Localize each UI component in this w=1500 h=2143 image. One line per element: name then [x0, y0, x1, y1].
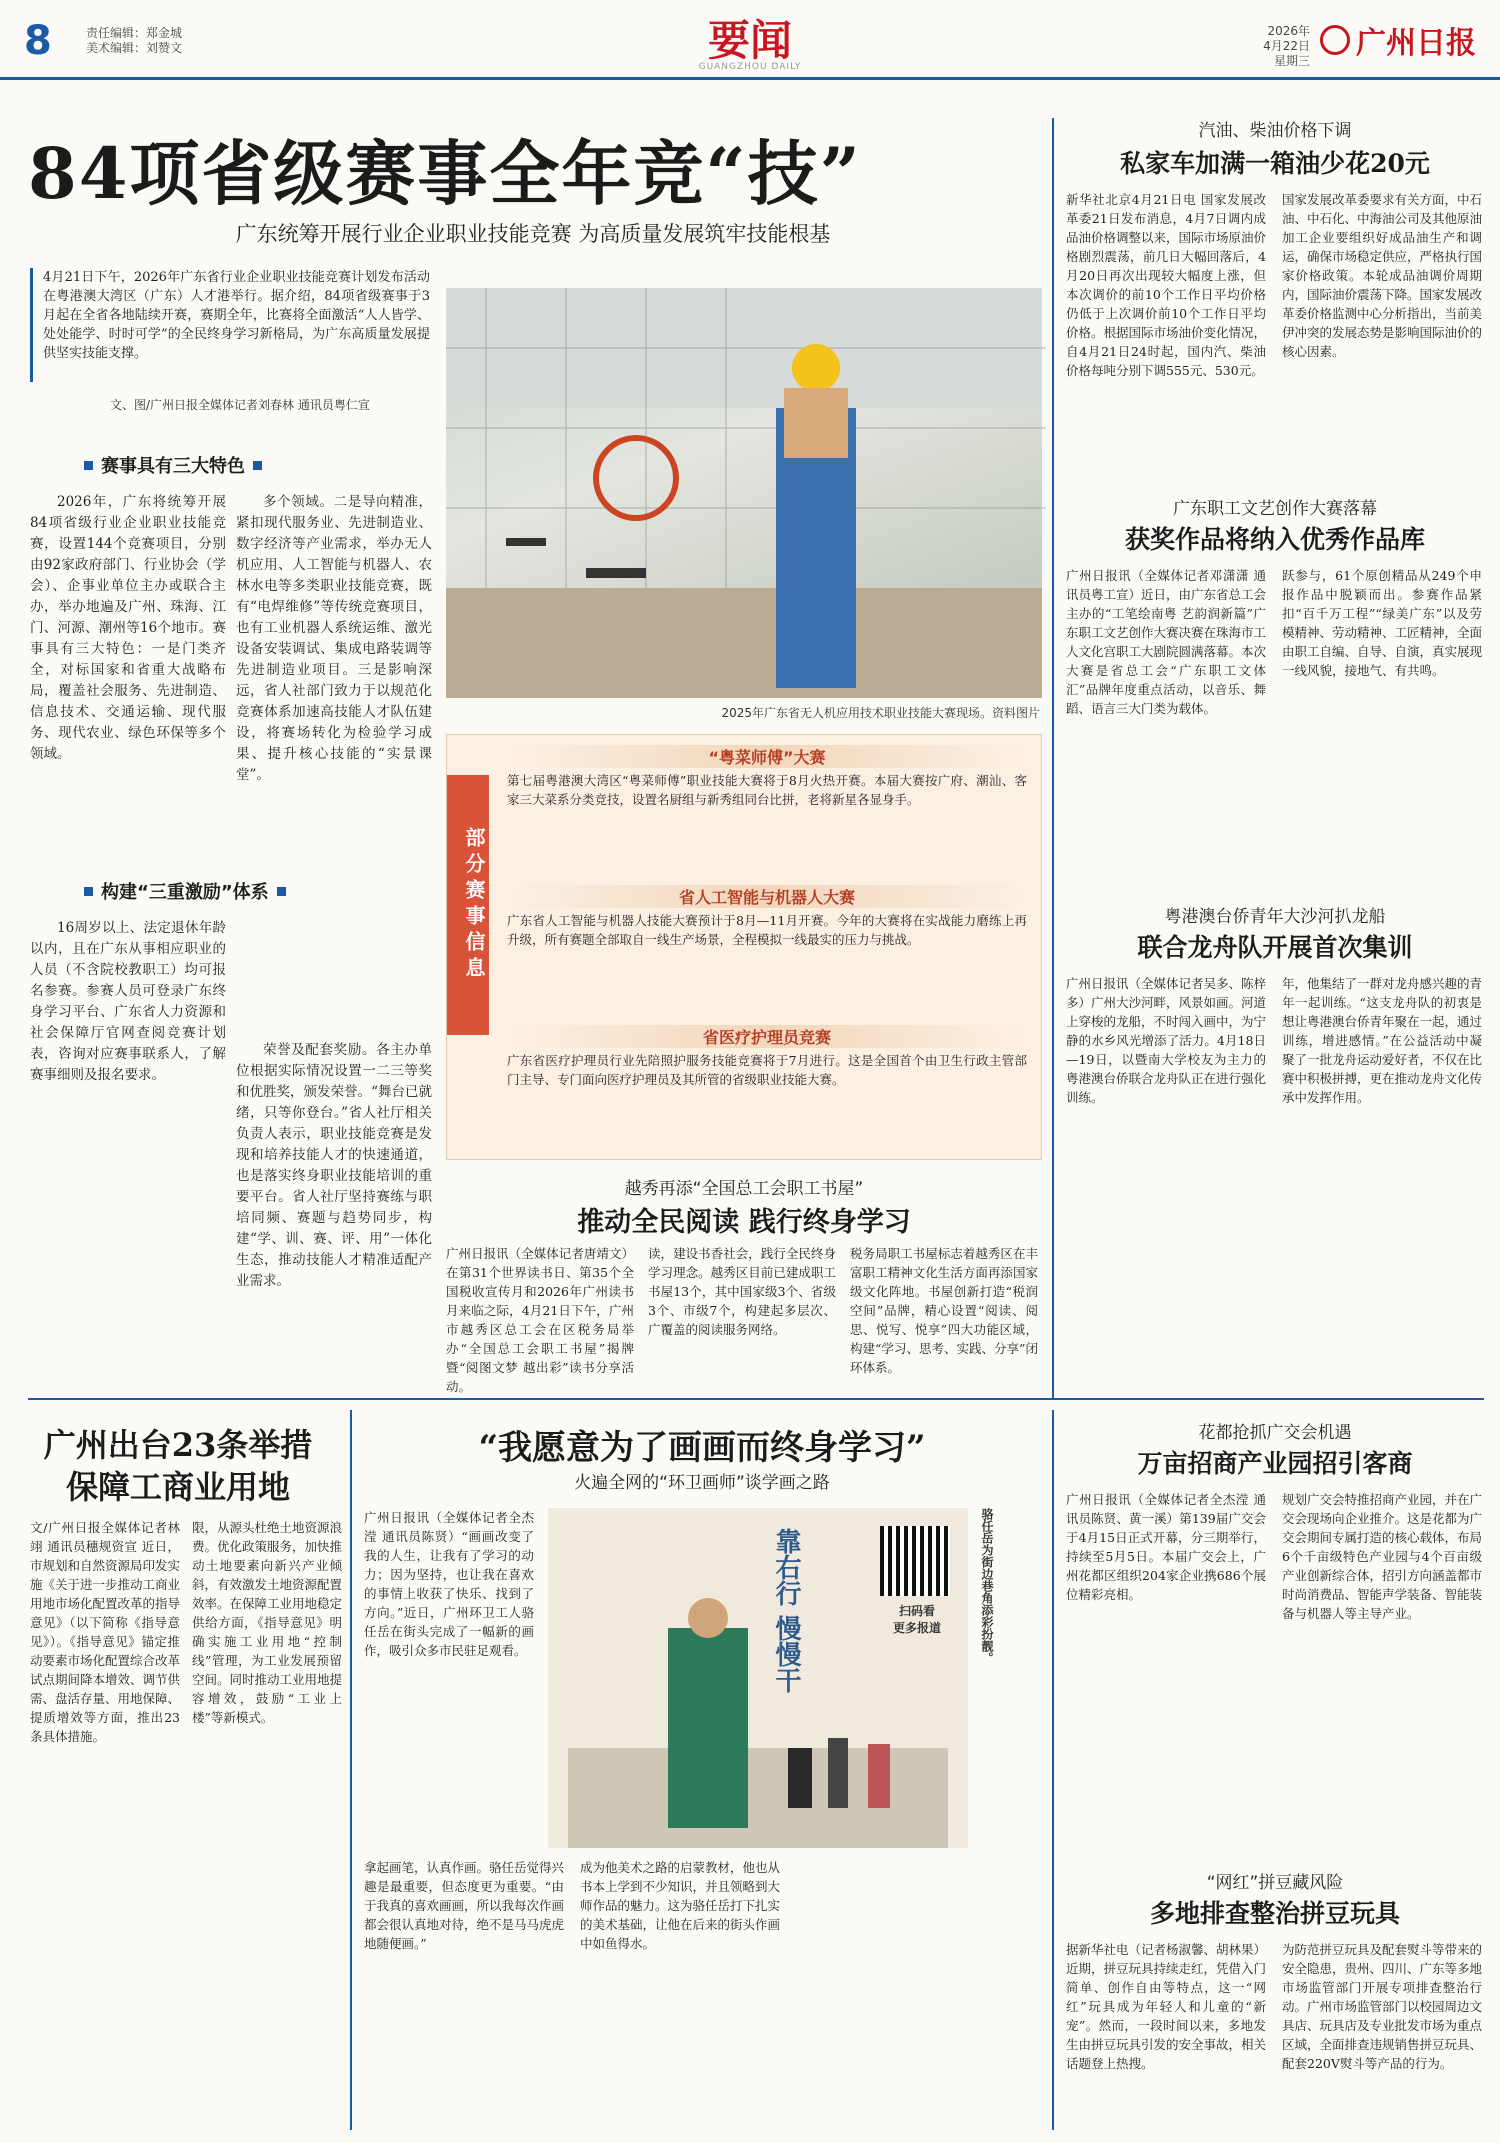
section-title: 要闻: [707, 16, 792, 65]
huadu-col2: 规划广交会特推招商产业园，并在广交会现场向企业推介。这是花都为广交会期间专属打造的核心载体，布局6个千亩级特色产业园与4个百亩级产业创新综合体，招引方向涵盖都市时尚消费品、智能声学装备、智能装备与机器人等主导产业。: [1282, 1492, 1483, 1621]
paragraph: 多个领域。二是导向精准，紧扣现代服务业、先进制造业、数字经济等产业需求，举办无人机应用、人工智能与机器人、农林水电等多类职业技能竞赛，既有“电焊维修”等传统竞赛项目，也有工业机器人系统运维、激光设备安装调试、集成电路装调等先进制造业项目。三是影响深远，省人社部门致力于以规范化竞赛体系加速高技能人才队伍建设，将赛场转化为检验学习成果、提升核心技能的“实景课堂”。: [236, 494, 432, 783]
paragraph: 荣誉及配套奖励。各主办单位根据实际情况设置一二三等奖和优胜奖，颁发荣誉。“舞台已就绪，只等你登台。”省人社厅相关负责人表示，职业技能竞赛是发现和培养技能人才的快速通道，也是落实终身职业技能培训的重要平台。省人社厅坚持赛练与职培同频、赛题与趋势同步，构建“学、训、赛、评、用”一体化生态，推动技能人才精准适配产业需求。: [236, 1042, 432, 1289]
art-col1: 广州日报讯（全媒体记者邓潇潇 通讯员粤工宣）近日，由广东省总工会主办的“工笔绘南粤 艺韵润新篇”广东职工文艺创作大赛决赛在珠海市工人文化宫职工大剧院圆满落幕。本次大赛是省总工会“广东职工文体汇”品牌年度重点活动，以音乐、舞蹈、语言三大门类为载体。: [1066, 568, 1267, 716]
section-divider: [28, 1398, 1484, 1400]
paragraph: 16周岁以上、法定退休年龄以内，且在广东从事相应职业的人员（不含院校教职工）均可报名参赛。参赛人员可登录广东终身学习平台、广东省人力资源和社会保障厅官网查阅竞赛计划表，咨询对应赛事联系人，了解赛事细则及报名要求。: [30, 920, 226, 1083]
huadu-headline: 万亩招商产业园招引客商: [1137, 1449, 1413, 1478]
event-info-box: [446, 734, 1042, 1160]
oil-headline: 私家车加满一箱油少花20元: [1120, 149, 1430, 178]
column-divider: [1052, 118, 1054, 1398]
drone-scene-illustration: [446, 288, 1042, 698]
square-bullet-icon: [84, 461, 93, 470]
dragon-headline: 联合龙舟队开展首次集训: [1137, 933, 1413, 962]
info-item-text: 第七届粤港澳大湾区“粤菜师傅”职业技能大赛将于8月火热开赛。本届大赛按广府、潮汕、客家三大菜系分类竞技，设置名厨组与新秀组同台比拼，老将新星各显身手。: [507, 773, 1027, 807]
lead-col2a: [236, 492, 432, 1022]
info-item-title: 省医疗护理员竞赛: [507, 1025, 1027, 1048]
painter-side-caption: 骆任岳为街边巷角添彩扮靓。: [980, 1508, 994, 1664]
section-subtitle: GUANGZHOU DAILY: [698, 62, 802, 72]
logo-mark-icon: [1320, 25, 1350, 55]
painter-col3: 成为他美术之路的启蒙教材，他也从书本上学到不少知识，并且领略到大师作品的魅力。这为骆任岳打下扎实的美术基础，让他在后来的街头作画中如鱼得水。: [580, 1860, 781, 1951]
oil-kicker: 汽油、柴油价格下调: [1198, 121, 1352, 141]
info-item-title: 省人工智能与机器人大赛: [507, 885, 1027, 908]
reading-col3: 税务局职工书屋标志着越秀区在丰富职工精神文化生活方面再添国家级文化阵地。书屋创新打造“税润空间”品牌，精心设置“阅读、阅思、悦写、悦享”四大功能区域，构建“学习、思考、实践、分享”闭环体系。: [850, 1246, 1038, 1375]
page-number: 8: [24, 18, 52, 64]
lead-headline: 84项省级赛事全年竞“技”: [28, 132, 862, 215]
land-headline-line2: 保障工商业用地: [65, 1468, 290, 1506]
info-item-title: “粤菜师傅”大赛: [507, 745, 1027, 768]
painter-col2: 拿起画笔，认真作画。骆任岳觉得兴趣是最重要，但态度更为重要。“由于我真的喜欢画画，所以我每次作画都会很认真地对待，绝不是马马虎虎地随便画。”: [364, 1860, 565, 1951]
toys-col1: 据新华社电（记者杨淑馨、胡林果）近期，拼豆玩具持续走红，凭借入门简单、创作自由等特点，这一“网红”玩具成为年轻人和儿童的“新宠”。然而，一段时间以来，多地发生由拼豆玩具引发的安全事故，相关话题登上热搜。: [1066, 1942, 1267, 2071]
subheading-features: [84, 452, 262, 478]
lead-col1a: [30, 492, 226, 862]
square-bullet-icon: [84, 887, 93, 896]
land-col1: 文/广州日报全媒体记者林翊 通讯员穗规资宣 近日，市规划和自然资源局印发实施《关于进一步推动工商业用地市场化配置改革的指导意见》（以下简称《指导意见》）。《指导意见》锚定推动要素市场化配置综合改革试点期间降本增效、调节供需、盘活存量、用地保障、提质增效等方面，推出23条具体措施。: [30, 1520, 181, 1744]
editor-line: 美术编辑：刘赞文: [86, 41, 183, 55]
subheading-text: 构建“三重激励”体系: [101, 882, 269, 903]
subheading-incentives: [84, 878, 286, 904]
lead-col2b: [236, 1040, 432, 1340]
dragon-kicker: 粤港澳台侨青年大沙河扒龙船: [1164, 907, 1386, 927]
logo-text: 广州日报: [1356, 26, 1476, 61]
info-box-tag: 部分赛事信息: [447, 775, 489, 1035]
dragon-col1: 广州日报讯（全媒体记者吴多、陈梓多）广州大沙河畔，风景如画。河道上穿梭的龙船，不时闯入画中，为宁静的水乡风光增添了活力。4月18日—19日，以暨南大学校友为主力的粤港澳台侨联合龙舟队正在进行强化训练。: [1066, 976, 1267, 1105]
huadu-col1: 广州日报讯（全媒体记者全杰滢 通讯员陈贤、黄一溪）第139届广交会于4月15日正式开幕，分三期举行，持续至5月5日。本届广交会上，广州花都区组织204家企业携686个展位精彩亮相。: [1066, 1492, 1266, 1602]
date-day: 4月22日: [1263, 39, 1310, 53]
painter-col1: 广州日报讯（全媒体记者全杰滢 通讯员陈贤）“画画改变了我的人生，让我有了学习的动力；因为坚持，也让我在喜欢的事情上收获了快乐、找到了方向。”近日，广州环卫工人骆任岳在街头完成了一幅新的画作，吸引众多市民驻足观看。: [364, 1510, 534, 1658]
qr-label-line: 更多报道: [892, 1621, 941, 1635]
land-col2: 限，从源头杜绝土地资源浪费。优化政策服务，加快推动土地要素向新兴产业倾斜，有效激发土地资源配置效率。在保障工业用地稳定供给方面，《指导意见》明确实施工业用地“控制线”管理，为工业发展预留空间。同时推动工业用地提容增效，鼓励“工业上楼”等新模式。: [192, 1520, 343, 1725]
art-headline: 获奖作品将纳入优秀作品库: [1124, 525, 1425, 554]
qr-label: [876, 1602, 958, 1636]
painter-photo: [548, 1508, 968, 1848]
reading-kicker: 越秀再添“全国总工会职工书屋”: [624, 1179, 864, 1199]
land-headline-line1: 广州出台23条举措: [43, 1426, 313, 1464]
issue-date: [1230, 24, 1310, 69]
lead-col1b: [30, 918, 226, 1338]
lead-byline: 文、图/广州日报全媒体记者刘春林 通讯员粤仁宣: [110, 398, 370, 412]
huadu-kicker: 花都抢抓广交会机遇: [1198, 1423, 1352, 1443]
editor-credits: [86, 26, 182, 56]
reading-col2: 读，建设书香社会，践行全民终身学习理念。越秀区目前已建成职工书屋13个，其中国家级3个、省级3个、市级7个，构建起多层次、广覆盖的阅读服务网络。: [648, 1246, 836, 1337]
toys-headline: 多地排查整治拼豆玩具: [1149, 1899, 1400, 1928]
masthead-logo[interactable]: [1320, 18, 1476, 62]
oil-col1: 新华社北京4月21日电 国家发展改革委21日发布消息，4月7日调内成品油价格调整以来，国际市场原油价格剧烈震荡，前几日大幅回落后，4月20日再次出现较大幅度上涨，但本次调价的前10个工作日平均价格仍低于上次调价前10个工作日平均价格。根据国际市场油价变化情况，自4月21日24时起，国内汽、柴油价格每吨分别下调555元、530元。: [1066, 192, 1267, 378]
page-header: [0, 0, 1500, 80]
square-bullet-icon: [253, 461, 262, 470]
qr-label-line: 扫码看: [898, 1604, 935, 1618]
drone-competition-photo: [446, 288, 1042, 698]
qr-code-icon[interactable]: [880, 1526, 950, 1596]
date-weekday: 星期三: [1273, 54, 1310, 68]
art-col2: 跃参与，61个原创精品从249个申报作品中脱颖而出。参赛作品紧扣“百千万工程”“绿美广东”以及劳模精神、劳动精神、工匠精神，全面由职工自编、自导、自演，真实展现一线风貌，接地气、有共鸣。: [1282, 568, 1483, 678]
art-kicker: 广东职工文艺创作大赛落幕: [1173, 499, 1377, 519]
reading-headline: 推动全民阅读 践行终身学习: [577, 1207, 911, 1238]
column-divider: [350, 1410, 352, 2130]
column-divider: [1052, 1410, 1054, 2130]
toys-kicker: “网红”拼豆藏风险: [1206, 1873, 1344, 1893]
oil-col2: 国家发展改革委要求有关方面，中石油、中石化、中海油公司及其他原油加工企业要组织好成品油生产和调运，确保市场稳定供应，严格执行国家价格政策。本轮成品油调价周期内，国际油价震荡下降。国家发展改革委价格监测中心分析指出，当前美伊冲突的发展态势是影响国际油价的核心因素。: [1282, 192, 1483, 359]
info-item-text: 广东省医疗护理员行业先陪照护服务技能竞赛将于7月进行。这是全国首个由卫生行政主管部门主导、专门面向医疗护理员及其所管的省级职业技能大赛。: [507, 1053, 1027, 1087]
date-year: 2026年: [1267, 24, 1310, 38]
dragon-col2: 年，他集结了一群对龙舟感兴趣的青年一起训练。“这支龙舟队的初衷是想让粤港澳台侨青年聚在一起，通过训练，增进感情。”在公益活动中凝聚了一批龙舟运动爱好者，不仅在比赛中积极拼搏，更在推动龙舟文化传承中发挥作用。: [1282, 976, 1483, 1105]
painter-headline: “我愿意为了画画而终身学习”: [478, 1428, 926, 1468]
painted-wall-text: 靠右行 慢慢干: [771, 1528, 801, 1694]
paragraph: 2026年，广东将统筹开展84项省级行业企业职业技能竞赛，设置144个竞赛项目，分别由92家政府部门、行业协会（学会）、企事业单位主办或联合主办，举办地遍及广州、珠海、江门、河源、潮州等16个地市。赛事具有三大特色：一是门类齐全，对标国家和省重大战略布局，覆盖社会服务、先进制造、信息技术、交通运输、现代服务、现代农业、绿色环保等多个领域。: [30, 494, 226, 762]
subheading-text: 赛事具有三大特色: [101, 456, 245, 477]
lead-intro: 4月21日下午，2026年广东省行业企业职业技能竞赛计划发布活动在粤港澳大湾区（广东）人才港举行。据介绍，84项省级赛事于3月起在全省各地陆续开赛，赛期全年，比赛将全面激活“人人皆学、处处能学、时时可学”的全民终身学习新格局，为广东高质量发展提供坚实技能支撑。: [30, 268, 430, 382]
info-item-text: 广东省人工智能与机器人技能大赛预计于8月—11月开赛。今年的大赛将在实战能力磨练上再升级，所有赛题全部取自一线生产场景，全程模拟一线最实的压力与挑战。: [507, 913, 1027, 947]
painter-kicker: 火遍全网的“环卫画师”谈学画之路: [574, 1473, 830, 1493]
photo-caption: 2025年广东省无人机应用技术职业技能大赛现场。资料图片: [721, 706, 1040, 720]
editor-line: 责任编辑：郑金城: [86, 26, 183, 40]
square-bullet-icon: [277, 887, 286, 896]
lead-kicker: 广东统筹开展行业企业职业技能竞赛 为高质量发展筑牢技能根基: [235, 222, 831, 246]
toys-col2: 为防范拼豆玩具及配套熨斗等带来的安全隐患，贵州、四川、广东等多地市场监管部门开展专项排查整治行动。广州市场监管部门以校园周边文具店、玩具店及专业批发市场为重点区域，全面排查违规销售拼豆玩具、配套220V熨斗等产品的行为。: [1282, 1942, 1483, 2071]
reading-col1: 广州日报讯（全媒体记者唐靖文）在第31个世界读书日、第35个全国税收宣传月和2026年广州读书月来临之际，4月21日下午，广州市越秀区总工会在区税务局举办“全国总工会职工书屋”揭牌暨“阅图文梦 越出彩”读书分享活动。: [446, 1246, 634, 1394]
